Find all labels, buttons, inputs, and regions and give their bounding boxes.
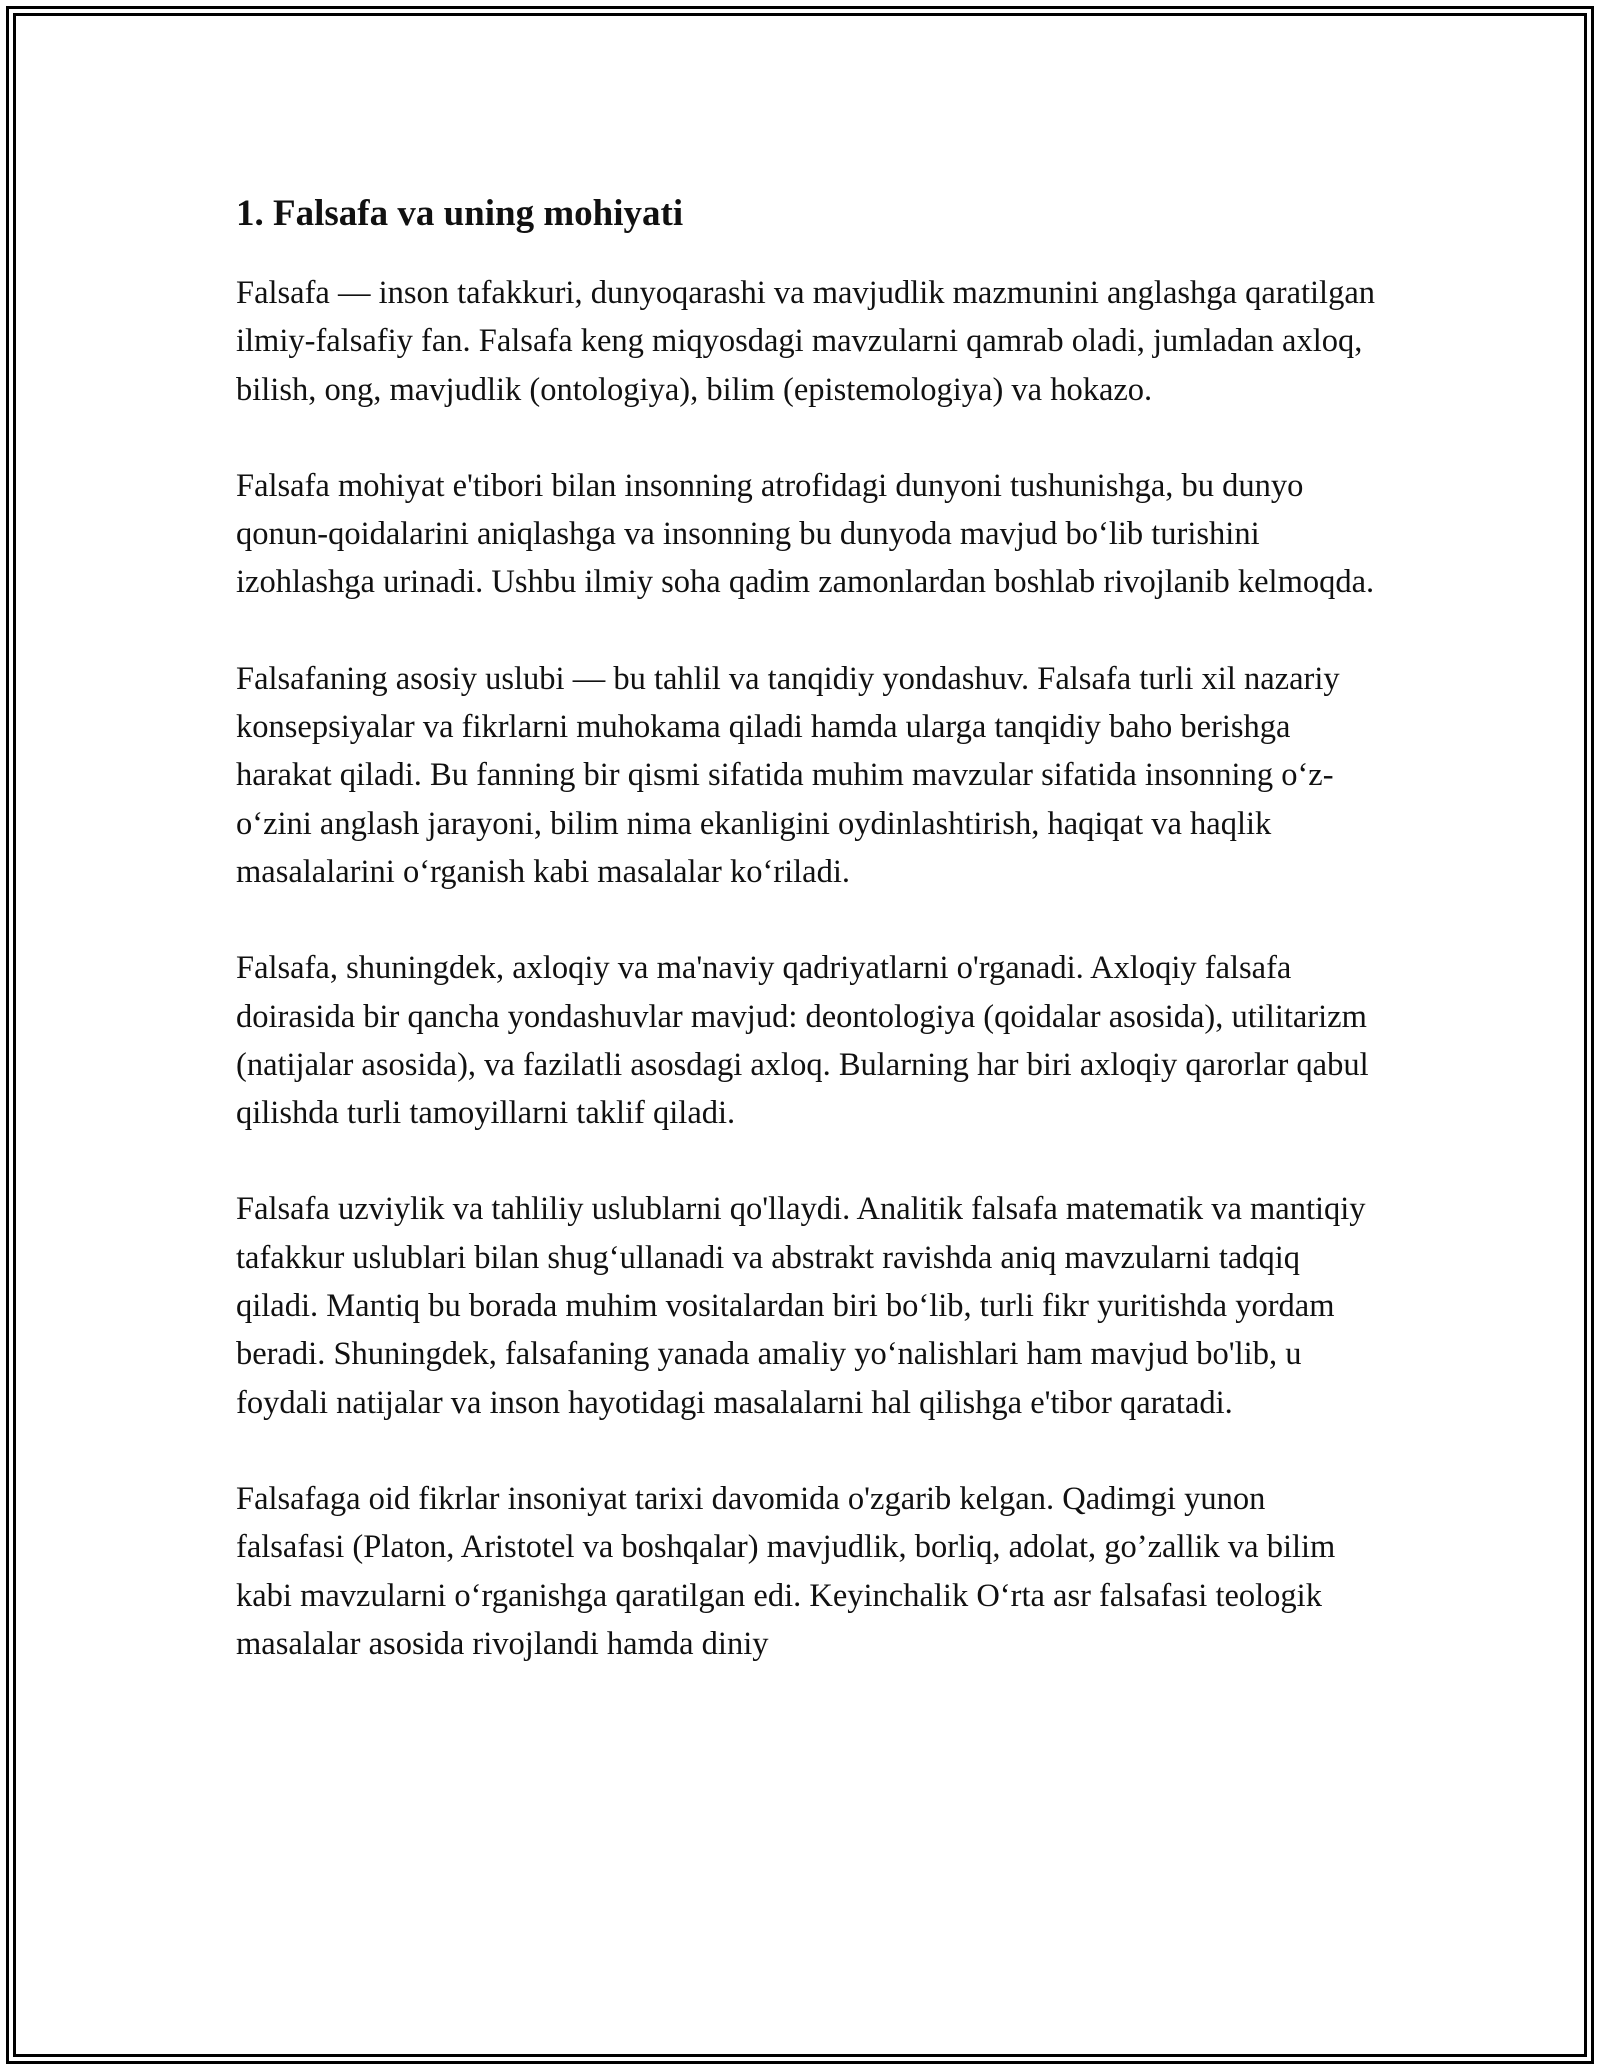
paragraph-3: Falsafaning asosiy uslubi — bu tahlil va tanqidiy yondashuv. Falsafa turli xil nazariy konsepsiyalar va fikrlarni muhokama qiladi hamda ularga tanqidiy baho berishga harakat qiladi. Bu fanning bir qismi sifatida muhim mavzular sifatida insonning o‘z-o‘zini anglash jarayoni, bilim nima ekanligini oydinlashtirish, haqiqat va haqlik masalalarini o‘rganish kabi masalalar ko‘riladi. (236, 660, 1340, 890)
paragraph-5: Falsafa uzviylik va tahliliy uslublarni qo'llaydi. Analitik falsafa matematik va mantiqiy tafakkur uslublari bilan shug‘ullanadi va abstrakt ravishda aniq mavzularni tadqiq qiladi. Mantiq bu borada muhim vositalardan biri bo‘lib, turli fikr yuritishda yordam beradi. Shuningdek, falsafaning yanada amaliy yo‘nalishlari ham mavjud bo'lib, u foydali natijalar va inson hayotidagi masalalarni hal qilishga e'tibor qaratadi. (236, 1191, 1366, 1421)
paragraph-6: Falsafaga oid fikrlar insoniyat tarixi davomida o'zgarib kelgan. Qadimgi yunon falsafasi (Platon, Aristotel va boshqalar) mavjudlik, borliq, adolat, go’zallik va bilim kabi mavzularni o‘rganishga qaratilgan edi. Keyinchalik O‘rta asr falsafasi teologik masalalar asosida rivojlandi hamda diniy (236, 1480, 1336, 1662)
document-body (236, 186, 1376, 1716)
paragraph-1: Falsafa — inson tafakkuri, dunyoqarashi va mavjudlik mazmunini anglashga qaratilgan ilmiy-falsafiy fan. Falsafa keng miqyosdagi mavzularni qamrab oladi, jumladan axloq, bilish, ong, mavjudlik (ontologiya), bilim (epistemologiya) va hokazo. (236, 275, 1376, 408)
paragraph-2: Falsafa mohiyat e'tibori bilan insonning atrofidagi dunyoni tushunishga, bu dunyo qonun-qoidalarini aniqlashga va insonning bu dunyoda mavjud bo‘lib turishini izohlashga urinadi. Ushbu ilmiy soha qadim zamonlardan boshlab rivojlanib kelmoqda. (236, 467, 1375, 601)
section-heading: 1. Falsafa va uning mohiyati (236, 193, 684, 234)
paragraph-4: Falsafa, shuningdek, axloqiy va ma'naviy qadriyatlarni o'rganadi. Axloqiy falsafa doirasida bir qancha yondashuvlar mavjud: deontologiya (qoidalar asosida), utilitarizm (natijalar asosida), va fazilatli asosdagi axloq. Bularning har biri axloqiy qarorlar qabul qilishda turli tamoyillarni taklif qiladi. (236, 950, 1369, 1132)
